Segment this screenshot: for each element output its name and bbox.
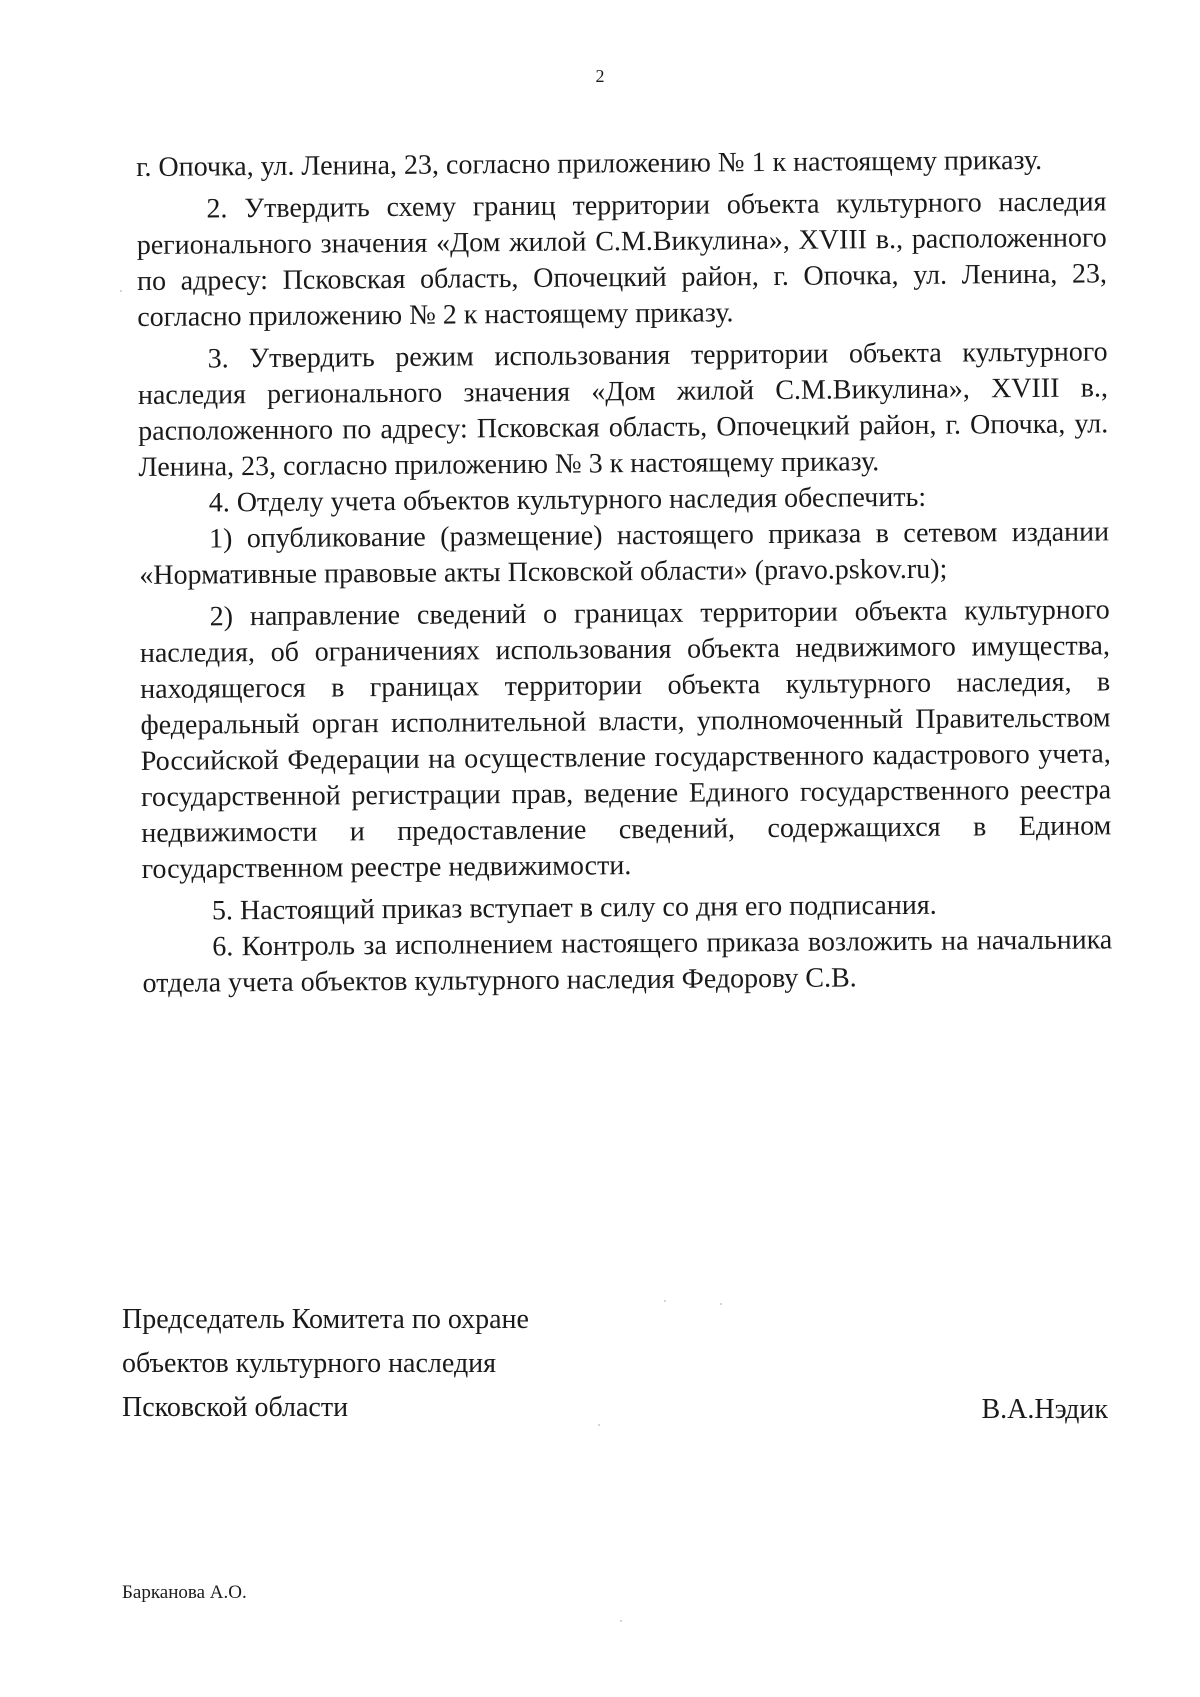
signatory-title-line-3: Псковской области: [122, 1392, 349, 1423]
scan-speck: [720, 1303, 722, 1305]
scan-speck: [664, 1300, 666, 1302]
paragraph-item-6: 6. Контроль за исполнением настоящего приказа возложить на начальника отдела учета объектов культурного наследия Федорову С.В.: [142, 924, 1113, 999]
order-body: [136, 142, 1113, 1002]
signature-block: [122, 1298, 1108, 1430]
signatory-name: В.А.Нэдик: [981, 1394, 1108, 1425]
executor-name: Барканова А.О.: [122, 1582, 247, 1603]
page-number: 2: [595, 66, 605, 86]
paragraph-subitem-1: 1) опубликование (размещение) настоящего приказа в сетевом издании «Нормативные правовые акты Псковской области» (pravo.pskov.ru);: [139, 516, 1110, 591]
scan-speck: [598, 1424, 600, 1426]
paragraph-item-3: 3. Утвердить режим использования территории объекта культурного наследия регионального значения «Дом жилой С.М.Викулина», XVIII в., расположенного по адресу: Псковская область, Опочецкий район, г. Опочка, ул. Ленина, 23, согласно приложению № 3 к настоящему приказу.: [137, 336, 1109, 483]
paragraph-continuation: г. Опочка, ул. Ленина, 23, согласно приложению № 1 к настоящему приказу.: [136, 144, 1043, 183]
paragraph-subitem-2: 2) направление сведений о границах территории объекта культурного наследия, об ограничениях использования объекта недвижимого имущества, находящегося в границах территории объекта культурного наследия, в федеральный орган исполнительной власти, уполномоченный Правительством Российской Федерации на осуществление государственного кадастрового учета, государственной регистрации прав, ведение Единого государственного реестра недвижимости и предоставление сведений, содержащихся в Едином государственном реестре недвижимости.: [139, 594, 1112, 885]
signatory-title-line-2: объектов культурного наследия: [122, 1348, 497, 1379]
paragraph-item-4: 4. Отделу учета объектов культурного наследия обеспечить:: [208, 481, 927, 519]
scan-speck: [120, 290, 122, 292]
paragraph-item-2: 2. Утвердить схему границ территории объекта культурного наследия регионального значения «Дом жилой С.М.Викулина», XVIII в., расположенного по адресу: Псковская область, Опочецкий район, г. Опочка, ул. Ленина, 23, согласно приложению № 2 к настоящему приказу.: [136, 186, 1108, 333]
signatory-title-line-1: Председатель Комитета по охране: [122, 1304, 529, 1335]
paragraph-item-5: 5. Настоящий приказ вступает в силу со дня его подписания.: [211, 889, 937, 927]
scan-speck: [620, 1620, 622, 1622]
